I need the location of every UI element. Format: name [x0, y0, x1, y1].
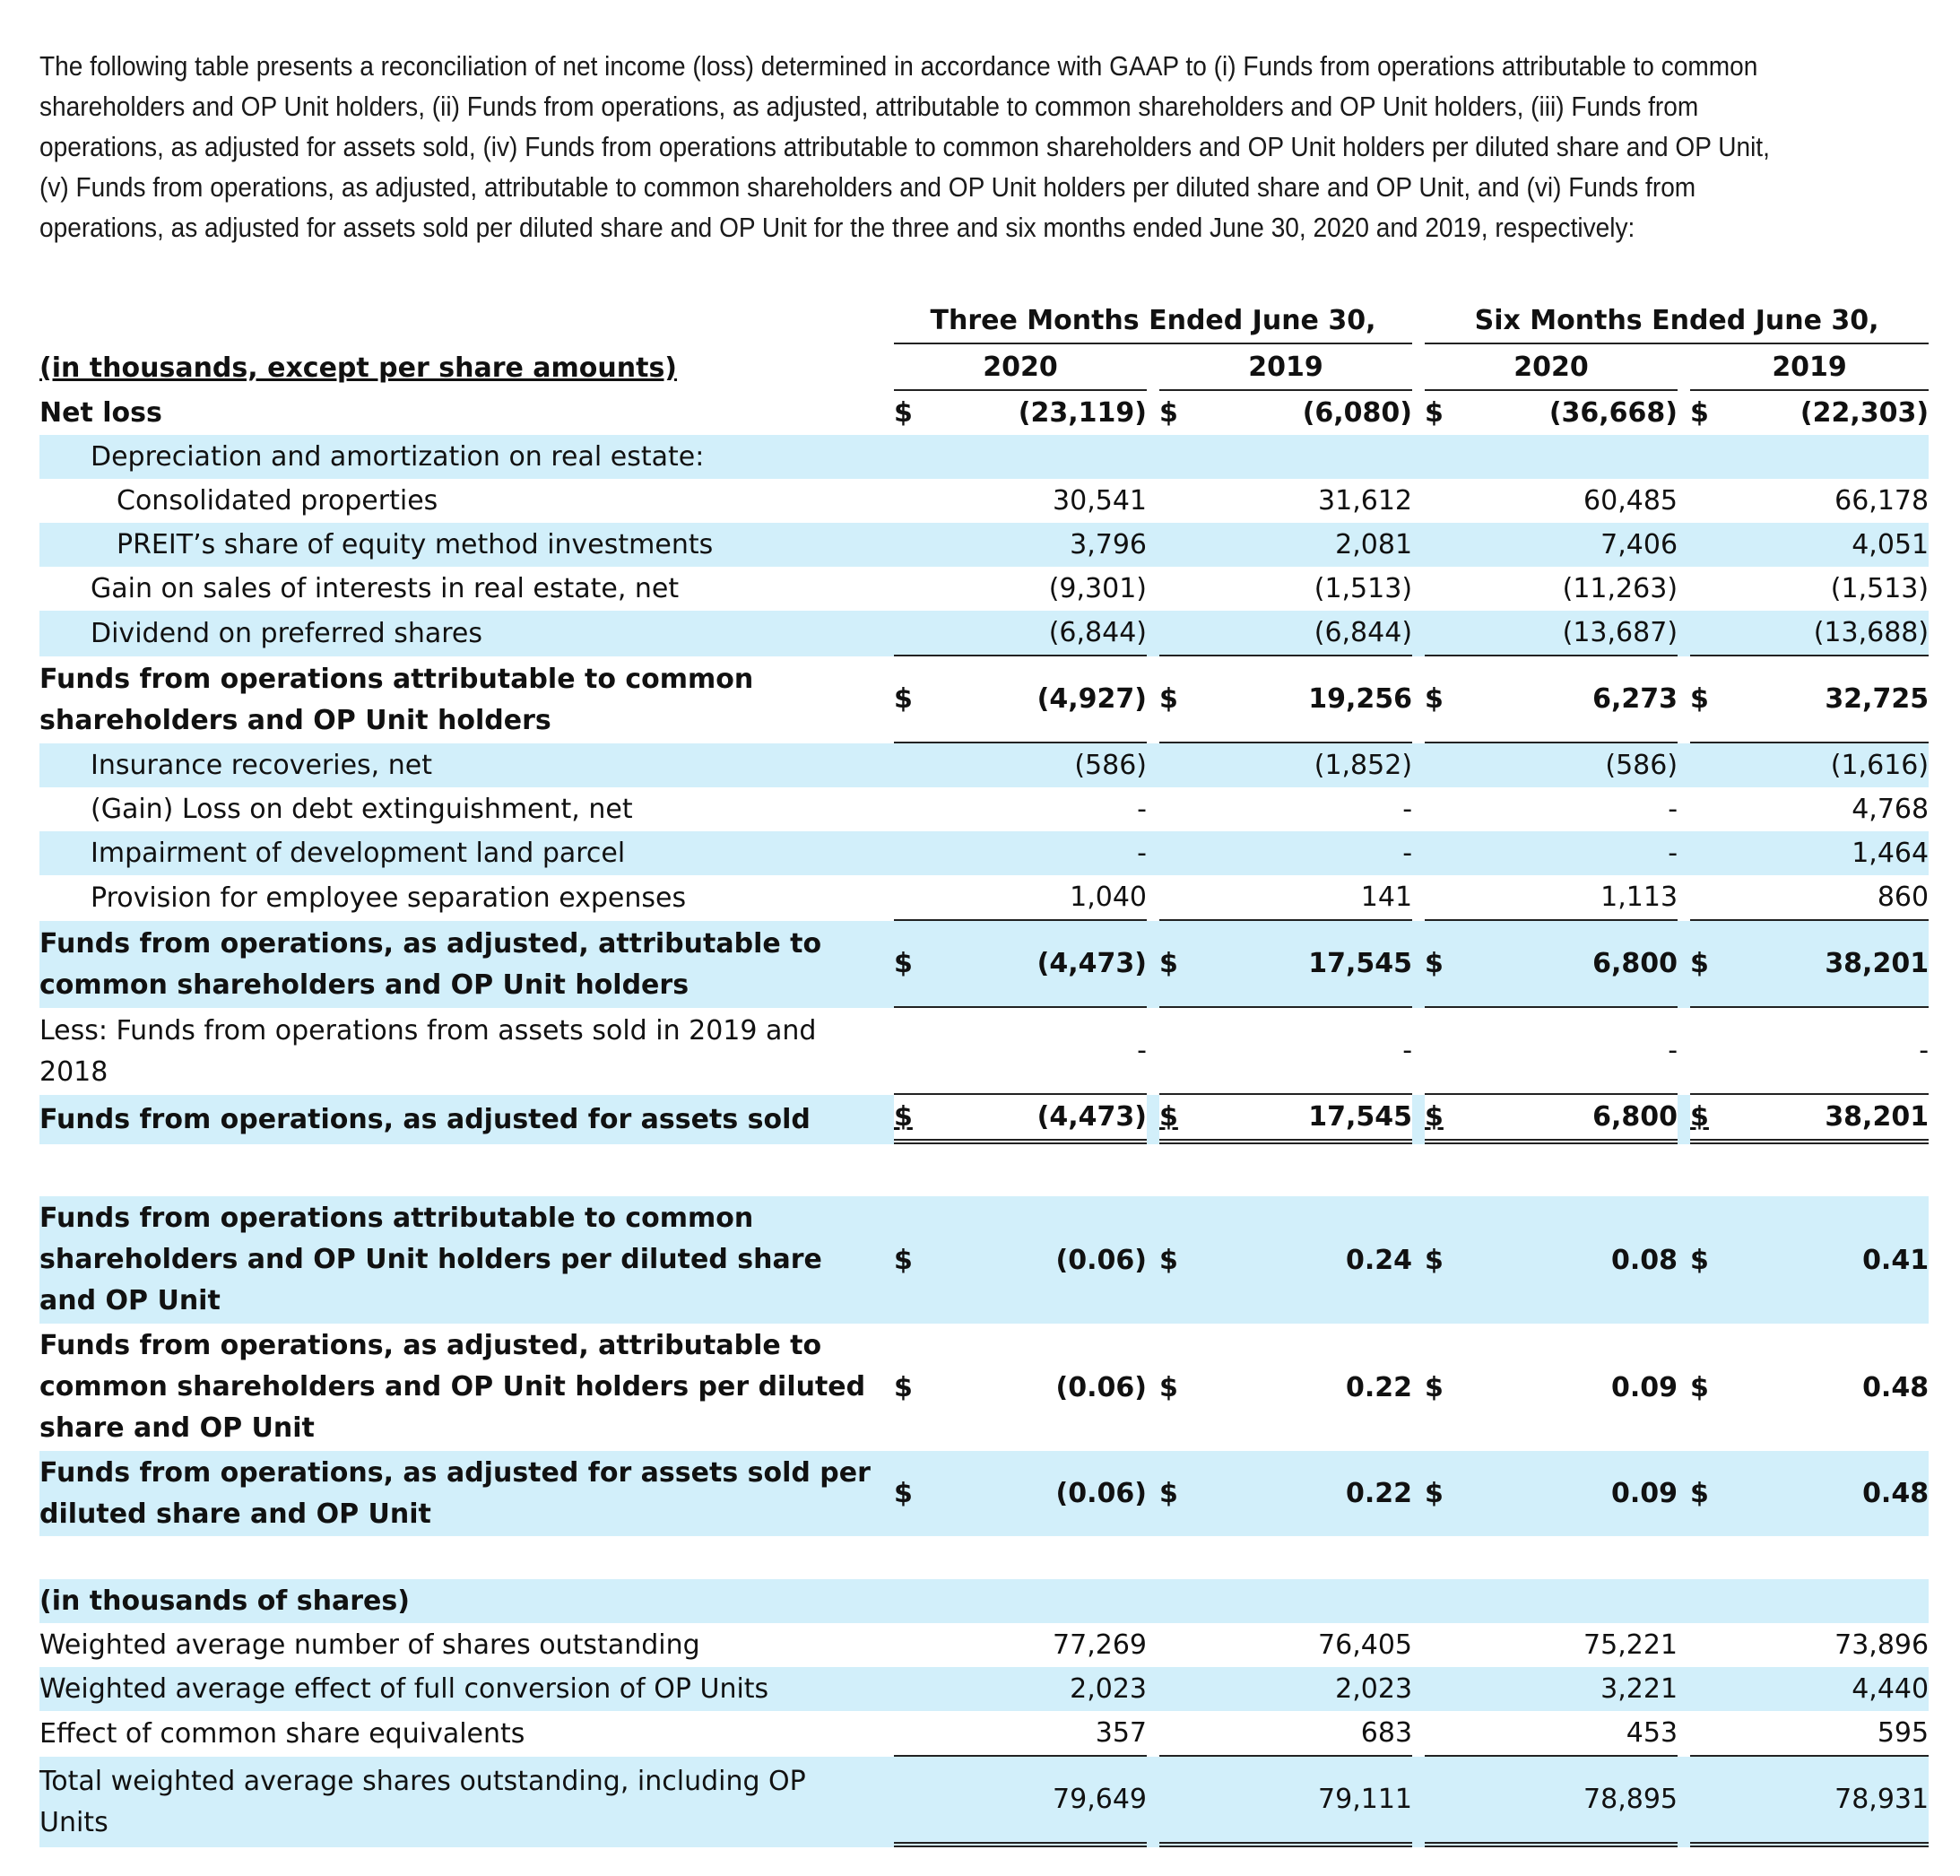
row-label: Impairment of development land parcel [39, 831, 875, 875]
cell-value: - [932, 831, 1147, 875]
cell-value: 78,895 [1462, 1757, 1678, 1847]
table-row [39, 611, 1929, 656]
cell-value: (6,844) [932, 611, 1147, 656]
dollar-sign: $ [1425, 1095, 1462, 1144]
six-months-header: Six Months Ended June 30, [1425, 298, 1929, 344]
cell-value: (4,927) [932, 656, 1147, 743]
row-label: Insurance recoveries, net [39, 743, 875, 787]
row-label: Consolidated properties [117, 485, 438, 517]
row-label: Net loss [39, 397, 162, 429]
cell-value: 3,221 [1462, 1667, 1678, 1711]
cell-value: 75,221 [1583, 1629, 1678, 1661]
row-label: Funds from operations, as adjusted, attributable to common shareholders and OP Unit holders [39, 921, 875, 1008]
row-label: Provision for employee separation expenses [91, 882, 687, 914]
units-note: (in thousands, except per share amounts) [39, 352, 678, 384]
cell-value: (0.06) [932, 1196, 1147, 1324]
year-header-row [39, 344, 1929, 391]
table-row [39, 921, 1929, 1008]
table-row [39, 567, 1929, 611]
cell-value: (13,687) [1462, 611, 1678, 656]
cell-value: (4,473) [932, 1095, 1147, 1144]
cell-value: (6,844) [1197, 611, 1412, 656]
cell-value: (1,852) [1197, 743, 1412, 787]
cell-value: - [1462, 831, 1678, 875]
dollar-sign: $ [894, 1196, 932, 1324]
row-label: Effect of common share equivalents [39, 1718, 525, 1750]
row-label: (Gain) Loss on debt extinguishment, net [91, 794, 633, 825]
dollar-sign: $ [1690, 1451, 1728, 1536]
cell-value: 19,256 [1197, 656, 1412, 743]
cell-value: (0.06) [1055, 1371, 1147, 1403]
dollar-sign: $ [894, 921, 932, 1008]
dollar-sign: $ [1425, 656, 1462, 743]
table-row [39, 1757, 1929, 1847]
cell-value: 141 [1197, 875, 1412, 921]
cell-value: (4,473) [932, 921, 1147, 1008]
cell-value: 6,800 [1462, 1095, 1678, 1144]
three-months-header: Three Months Ended June 30, [894, 298, 1412, 344]
dollar-sign: $ [894, 1095, 932, 1144]
cell-value: 79,111 [1197, 1757, 1412, 1847]
cell-value: - [1197, 831, 1412, 875]
cell-value: (6,080) [1302, 397, 1413, 429]
dollar-sign: $ [1425, 1451, 1462, 1536]
cell-value: (9,301) [1048, 573, 1147, 604]
cell-value: 1,113 [1462, 875, 1678, 921]
cell-value: 7,406 [1462, 523, 1678, 567]
table-row [39, 435, 1929, 479]
cell-value: 73,896 [1834, 1629, 1930, 1661]
cell-value: 2,023 [1197, 1667, 1412, 1711]
cell-value: 60,485 [1583, 485, 1678, 517]
dollar-sign: $ [1690, 1371, 1709, 1403]
table-row [39, 743, 1929, 787]
intro-paragraph: The following table presents a reconciliation of net income (loss) determined in accordance with GAAP to (i) Funds from operations attributable to common shareholders and OP Unit holders, (ii) Funds from operations, as adjusted, attributable to common shareholders and OP Unit holders, (iii) Funds from operations, as adjusted for assets sold, (iv) Funds from operations attributable to common shareholders and OP Unit holders per diluted share and OP Unit, (v) Funds from operations, as adjusted, attributable to common shareholders and OP Unit holders per diluted share and OP Unit, and (vi) Funds from operations, as adjusted for assets sold per diluted share and OP Unit for the three and six months ended June 30, 2020 and 2019, respectively: [39, 51, 1770, 243]
cell-value: 0.08 [1462, 1196, 1678, 1324]
table-row [39, 479, 1929, 523]
cell-value: 17,545 [1197, 921, 1412, 1008]
dollar-sign: $ [1425, 1196, 1462, 1324]
cell-value: 595 [1728, 1711, 1929, 1757]
cell-value: 0.09 [1611, 1371, 1678, 1403]
table-row [39, 1008, 1929, 1095]
cell-value: 31,612 [1318, 485, 1413, 517]
dollar-sign: $ [1690, 1095, 1728, 1144]
cell-value: - [1462, 1008, 1678, 1095]
cell-value: 6,800 [1462, 921, 1678, 1008]
dollar-sign: $ [894, 397, 913, 429]
dollar-sign: $ [894, 656, 932, 743]
cell-value: (23,119) [1018, 397, 1147, 429]
cell-value: 0.09 [1462, 1451, 1678, 1536]
dollar-sign: $ [1159, 1196, 1197, 1324]
cell-value: - [1668, 794, 1678, 825]
cell-value: 1,040 [932, 875, 1147, 921]
cell-value: 357 [932, 1711, 1147, 1757]
spacer-row [39, 1536, 1929, 1579]
cell-value: 78,931 [1728, 1757, 1929, 1847]
cell-value: 0.41 [1728, 1196, 1929, 1324]
dollar-sign: $ [1690, 397, 1709, 429]
table-row [39, 1095, 1929, 1144]
cell-value: 0.48 [1728, 1451, 1929, 1536]
dollar-sign: $ [1159, 397, 1178, 429]
cell-value: 30,541 [1053, 485, 1147, 517]
cell-value: (586) [1462, 743, 1678, 787]
cell-value: 66,178 [1834, 485, 1930, 517]
year-header-2: 2019 [1159, 344, 1412, 391]
row-label: Funds from operations, as adjusted, attributable to common shareholders and OP Unit holders per diluted share and OP Unit [39, 1330, 866, 1444]
row-label: Funds from operations, as adjusted for assets sold [39, 1095, 875, 1144]
cell-value: 0.48 [1862, 1371, 1930, 1403]
cell-value: 0.22 [1346, 1371, 1413, 1403]
cell-value: 4,440 [1728, 1667, 1929, 1711]
cell-value: 79,649 [932, 1757, 1147, 1847]
table-row [39, 1711, 1929, 1757]
year-header-1: 2020 [894, 344, 1147, 391]
cell-value: 3,796 [932, 523, 1147, 567]
row-label: Funds from operations, as adjusted for assets sold per diluted share and OP Unit [39, 1451, 875, 1536]
row-label: Dividend on preferred shares [39, 611, 875, 656]
dollar-sign: $ [894, 1451, 932, 1536]
row-label: Total weighted average shares outstanding, including OP Units [39, 1757, 875, 1847]
cell-value: 76,405 [1318, 1629, 1413, 1661]
period-header-row [39, 298, 1929, 344]
cell-value: 453 [1462, 1711, 1678, 1757]
dollar-sign: $ [1690, 921, 1728, 1008]
cell-value: 38,201 [1728, 921, 1929, 1008]
table-row [39, 656, 1929, 743]
dollar-sign: $ [1425, 1371, 1444, 1403]
ffo-reconciliation-table [39, 298, 1929, 1847]
cell-value: (22,303) [1800, 397, 1930, 429]
cell-value: 1,464 [1728, 831, 1929, 875]
cell-value: (11,263) [1562, 573, 1678, 604]
row-label: Gain on sales of interests in real estate, net [91, 573, 680, 604]
cell-value: 860 [1728, 875, 1929, 921]
cell-value: - [1402, 794, 1413, 825]
row-label: PREIT’s share of equity method investments [39, 523, 875, 567]
year-header-3: 2020 [1425, 344, 1678, 391]
dollar-sign: $ [1159, 1451, 1197, 1536]
cell-value: (0.06) [932, 1451, 1147, 1536]
cell-value: 0.24 [1197, 1196, 1412, 1324]
table-row [39, 1623, 1929, 1667]
year-header-4: 2019 [1690, 344, 1929, 391]
row-label: (in thousands of shares) [39, 1579, 875, 1623]
row-label: Weighted average number of shares outstanding [39, 1629, 700, 1661]
dollar-sign: $ [1159, 656, 1197, 743]
cell-value: (13,688) [1728, 611, 1929, 656]
row-label: Funds from operations attributable to common shareholders and OP Unit holders [39, 663, 754, 736]
table-row [39, 831, 1929, 875]
table-row [39, 875, 1929, 921]
cell-value: 4,768 [1852, 794, 1930, 825]
dollar-sign: $ [1425, 921, 1462, 1008]
table-row [39, 1324, 1929, 1451]
cell-value: (1,616) [1728, 743, 1929, 787]
cell-value: - [1137, 794, 1147, 825]
cell-value: (1,513) [1314, 573, 1413, 604]
cell-value: 2,081 [1197, 523, 1412, 567]
table-row [39, 391, 1929, 435]
cell-value: 2,023 [932, 1667, 1147, 1711]
row-label: Funds from operations attributable to common shareholders and OP Unit holders per diluted share and OP Unit [39, 1196, 875, 1324]
cell-value: 77,269 [1053, 1629, 1147, 1661]
cell-value: - [932, 1008, 1147, 1095]
cell-value: - [1197, 1008, 1412, 1095]
cell-value: (36,668) [1548, 397, 1678, 429]
row-label: Depreciation and amortization on real estate: [39, 435, 875, 479]
cell-value: 32,725 [1728, 656, 1929, 743]
table-row [39, 1451, 1929, 1536]
cell-value: (586) [932, 743, 1147, 787]
dollar-sign: $ [1159, 1371, 1178, 1403]
cell-value: 0.22 [1197, 1451, 1412, 1536]
spacer-row [39, 1144, 1929, 1196]
table-row [39, 1667, 1929, 1711]
table-row [39, 1579, 1929, 1623]
cell-value: - [1728, 1008, 1929, 1095]
dollar-sign: $ [894, 1371, 913, 1403]
cell-value: (1,513) [1830, 573, 1930, 604]
cell-value: 683 [1197, 1711, 1412, 1757]
row-label: Less: Funds from operations from assets sold in 2019 and 2018 [39, 1014, 817, 1088]
table-row [39, 1196, 1929, 1324]
cell-value: 4,051 [1728, 523, 1929, 567]
dollar-sign: $ [1159, 1095, 1197, 1144]
cell-value: 38,201 [1728, 1095, 1929, 1144]
dollar-sign: $ [1425, 397, 1444, 429]
table-row [39, 523, 1929, 567]
table-row [39, 787, 1929, 831]
dollar-sign: $ [1690, 656, 1728, 743]
dollar-sign: $ [1690, 1196, 1728, 1324]
cell-value: 6,273 [1462, 656, 1678, 743]
dollar-sign: $ [1159, 921, 1197, 1008]
row-label: Weighted average effect of full conversion of OP Units [39, 1667, 875, 1711]
cell-value: 17,545 [1197, 1095, 1412, 1144]
